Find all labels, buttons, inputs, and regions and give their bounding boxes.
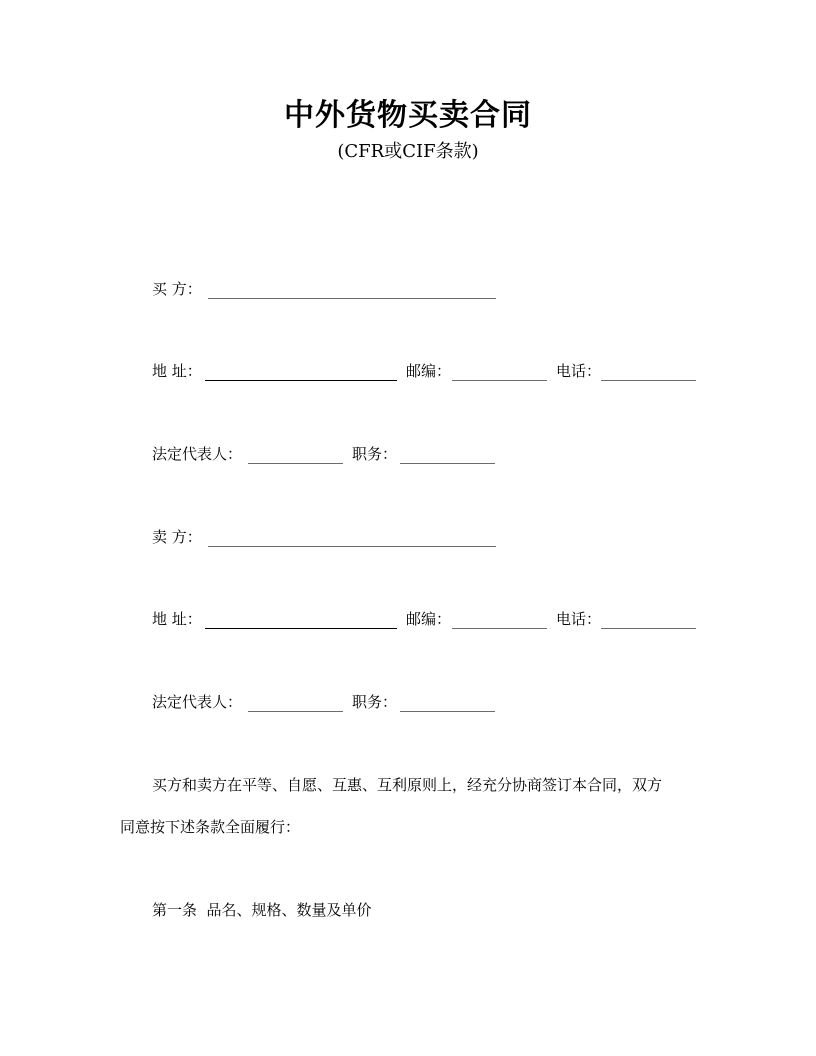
seller-name-label: 卖 方：	[152, 528, 202, 546]
buyer-postcode-field[interactable]	[452, 380, 547, 381]
buyer-postcode-label: 邮编：	[406, 362, 452, 380]
buyer-name-row	[152, 277, 512, 301]
seller-name-field[interactable]	[208, 546, 496, 547]
buyer-phone-field[interactable]	[601, 380, 696, 381]
seller-legal-rep-row	[152, 690, 512, 714]
buyer-position-field[interactable]	[400, 463, 495, 464]
preamble-line-2: 同意按下述条款全面履行：	[120, 818, 301, 836]
seller-postcode-label: 邮编：	[406, 610, 452, 628]
document-subtitle: (CFR或CIF条款)	[337, 141, 479, 162]
buyer-legal-rep-row	[152, 442, 512, 466]
seller-legal-rep-label: 法定代表人：	[152, 693, 243, 711]
seller-postcode-field[interactable]	[452, 628, 547, 629]
seller-position-label: 职务：	[352, 693, 398, 711]
article-1-heading: 第一条 品名、规格、数量及单价	[152, 901, 372, 919]
seller-phone-label: 电话：	[556, 610, 602, 628]
seller-position-field[interactable]	[400, 711, 495, 712]
seller-phone-field[interactable]	[601, 628, 696, 629]
buyer-name-label: 买 方：	[152, 280, 202, 298]
buyer-position-label: 职务：	[352, 445, 398, 463]
buyer-address-label: 地 址：	[152, 362, 202, 380]
buyer-name-field[interactable]	[208, 298, 496, 299]
seller-address-label: 地 址：	[152, 610, 202, 628]
document-title: 中外货物买卖合同	[284, 98, 532, 133]
preamble-line-1: 买方和卖方在平等、自愿、互惠、互利原则上，经充分协商签订本合同，双方	[152, 776, 663, 794]
buyer-address-field[interactable]	[205, 380, 397, 381]
seller-legal-rep-field[interactable]	[248, 711, 343, 712]
buyer-phone-label: 电话：	[556, 362, 602, 380]
seller-address-row	[152, 607, 712, 631]
buyer-legal-rep-label: 法定代表人：	[152, 445, 243, 463]
seller-address-field[interactable]	[205, 628, 397, 629]
buyer-address-row	[152, 359, 712, 383]
seller-name-row	[152, 525, 512, 549]
buyer-legal-rep-field[interactable]	[248, 463, 343, 464]
